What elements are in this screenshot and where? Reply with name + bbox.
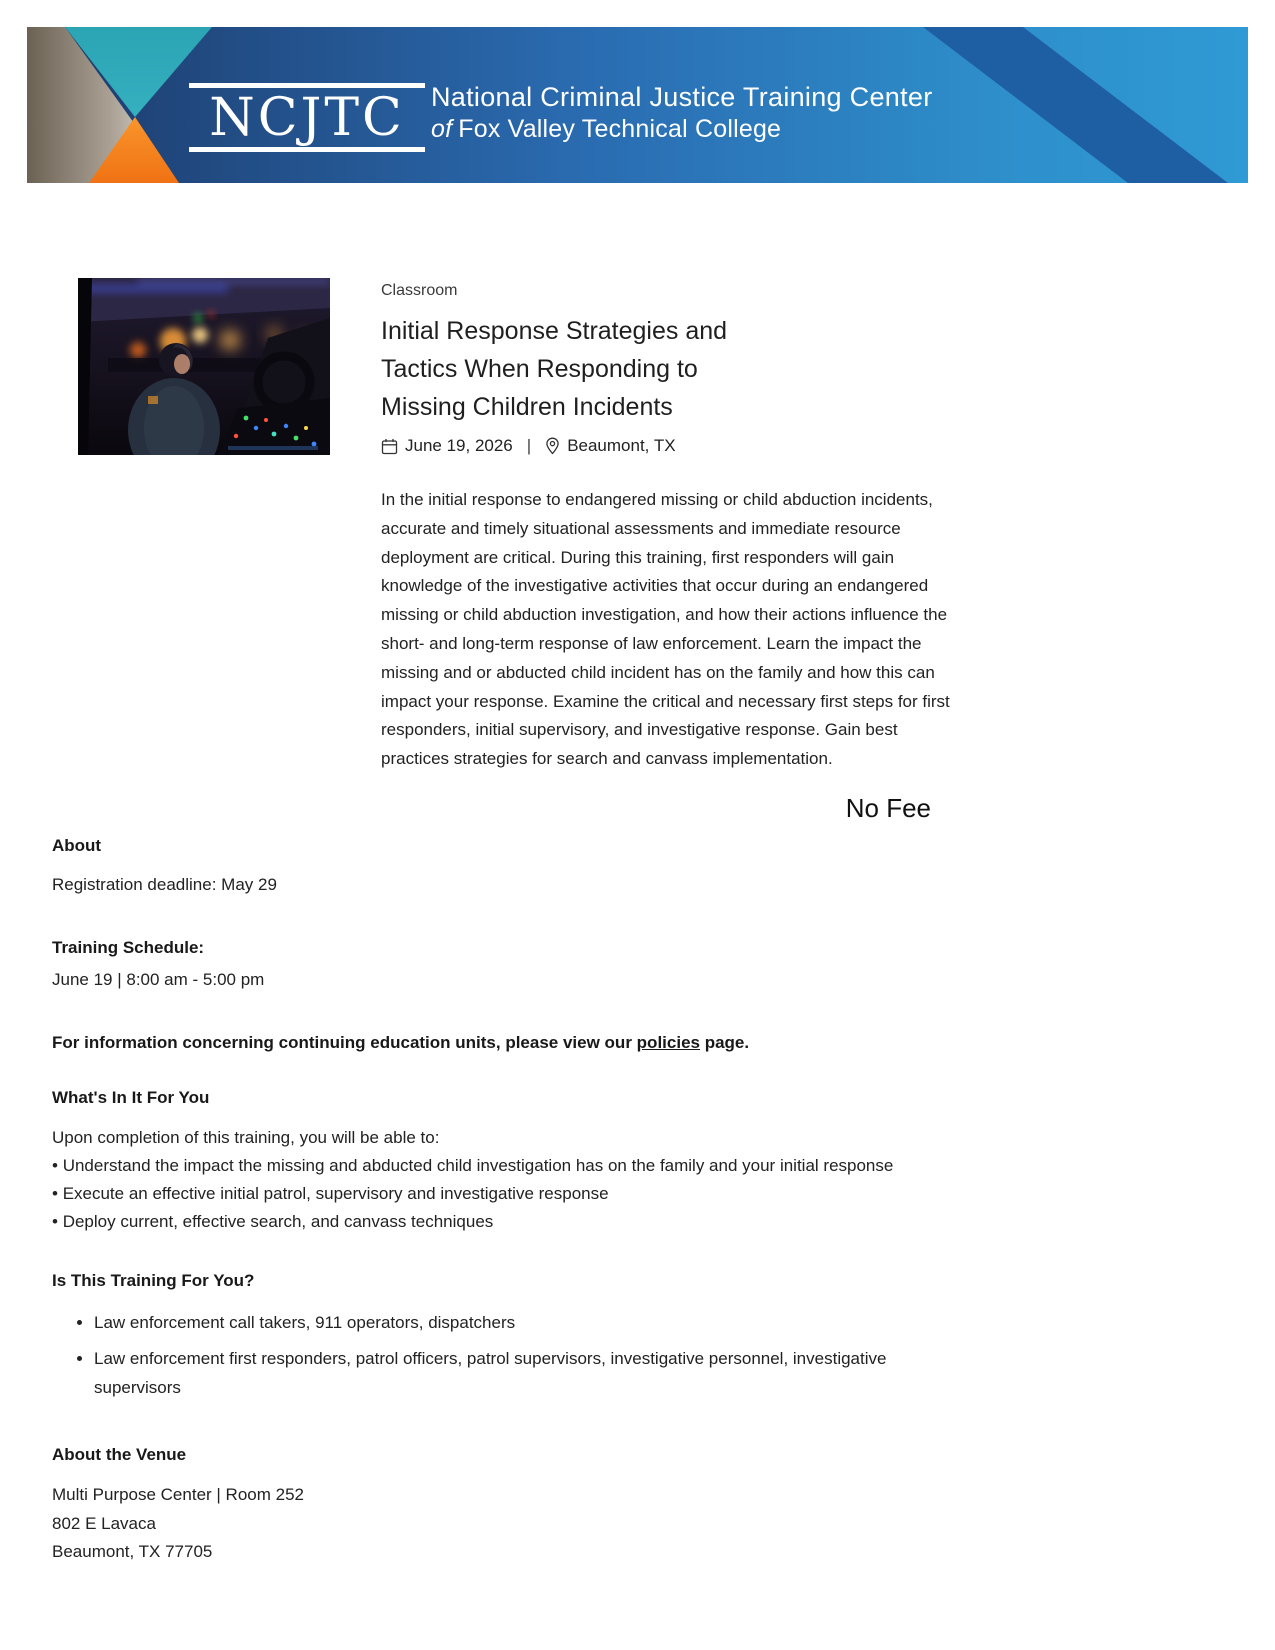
event-date: June 19, 2026: [405, 436, 513, 455]
location-pin-icon: [545, 437, 560, 455]
calendar-icon: [381, 438, 398, 455]
ncjtc-logo[interactable]: [189, 83, 425, 152]
audience-list: [52, 1308, 912, 1402]
event-meta-row: [381, 436, 781, 456]
venue-line: 802 E Lavaca: [52, 1513, 156, 1533]
list-item: • Law enforcement first responders, patrol officers, patrol supervisors, investigative personnel, investigative supervisors: [94, 1344, 912, 1402]
org-subtitle-prefix: of: [431, 115, 453, 143]
whats-in-it-intro: Upon completion of this training, you will be able to:: [52, 1128, 440, 1147]
org-name: National Criminal Justice Training Center: [431, 82, 933, 112]
event-photo-illustration: [78, 278, 330, 455]
list-item: • Deploy current, effective search, and canvass techniques: [52, 1208, 1222, 1236]
header-banner: [27, 27, 1248, 183]
venue-address: [52, 1481, 1222, 1567]
event-photo: [78, 278, 330, 455]
format-label: Classroom: [381, 282, 458, 299]
venue-line: Beaumont, TX 77705: [52, 1542, 213, 1561]
event-header: [381, 282, 781, 456]
training-schedule-heading: Training Schedule:: [52, 938, 205, 957]
whats-in-it-list: [52, 1152, 1222, 1236]
ncjtc-logo-text: NCJTC: [209, 88, 405, 148]
list-item: • Law enforcement call takers, 911 operators, dispatchers: [94, 1308, 912, 1337]
meta-separator: |: [526, 436, 532, 455]
event-description: In the initial response to endangered missing or child abduction incidents, accurate and timely situational assessments and immediate resource deployment are critical. During this training, first responders will gain knowledge of the investigative activities that occur during an endangered missing or child abduction investigation, and how their actions influence the short- and long-term response of law enforcement. Learn the impact the missing and or abducted child incident has on the family and how this can impact your response. Examine the critical and necessary first steps for first responders, initial supervisory, and investigative response. Gain best practices strategies for search and canvass implementation.: [381, 490, 950, 769]
about-sections: [52, 835, 1222, 1567]
about-heading: About: [52, 836, 102, 855]
org-title-block: [431, 81, 933, 145]
event-location: Beaumont, TX: [567, 436, 676, 455]
ceu-text-before: For information concerning continuing education units, please view our: [52, 1033, 637, 1052]
list-item: • Execute an effective initial patrol, supervisory and investigative response: [52, 1180, 1222, 1208]
registration-deadline: Registration deadline: May 29: [52, 875, 277, 894]
policies-link[interactable]: policies: [636, 1033, 700, 1052]
venue-heading: About the Venue: [52, 1445, 187, 1464]
training-schedule-value: June 19 | 8:00 am - 5:00 pm: [52, 970, 265, 989]
venue-line: Multi Purpose Center | Room 252: [52, 1485, 304, 1504]
ceu-info-line: [52, 1031, 1222, 1055]
ceu-text-after: page.: [699, 1033, 750, 1052]
list-item: • Understand the impact the missing and abducted child investigation has on the family and your initial response: [52, 1152, 1222, 1180]
audience-heading: Is This Training For You?: [52, 1271, 255, 1290]
org-subtitle: [431, 114, 933, 145]
fee-label: No Fee: [845, 793, 931, 823]
whats-in-it-heading: What's In It For You: [52, 1088, 210, 1107]
org-subtitle-text: Fox Valley Technical College: [458, 115, 782, 143]
event-title: Initial Response Strategies and Tactics When Responding to Missing Children Incidents: [381, 317, 728, 421]
